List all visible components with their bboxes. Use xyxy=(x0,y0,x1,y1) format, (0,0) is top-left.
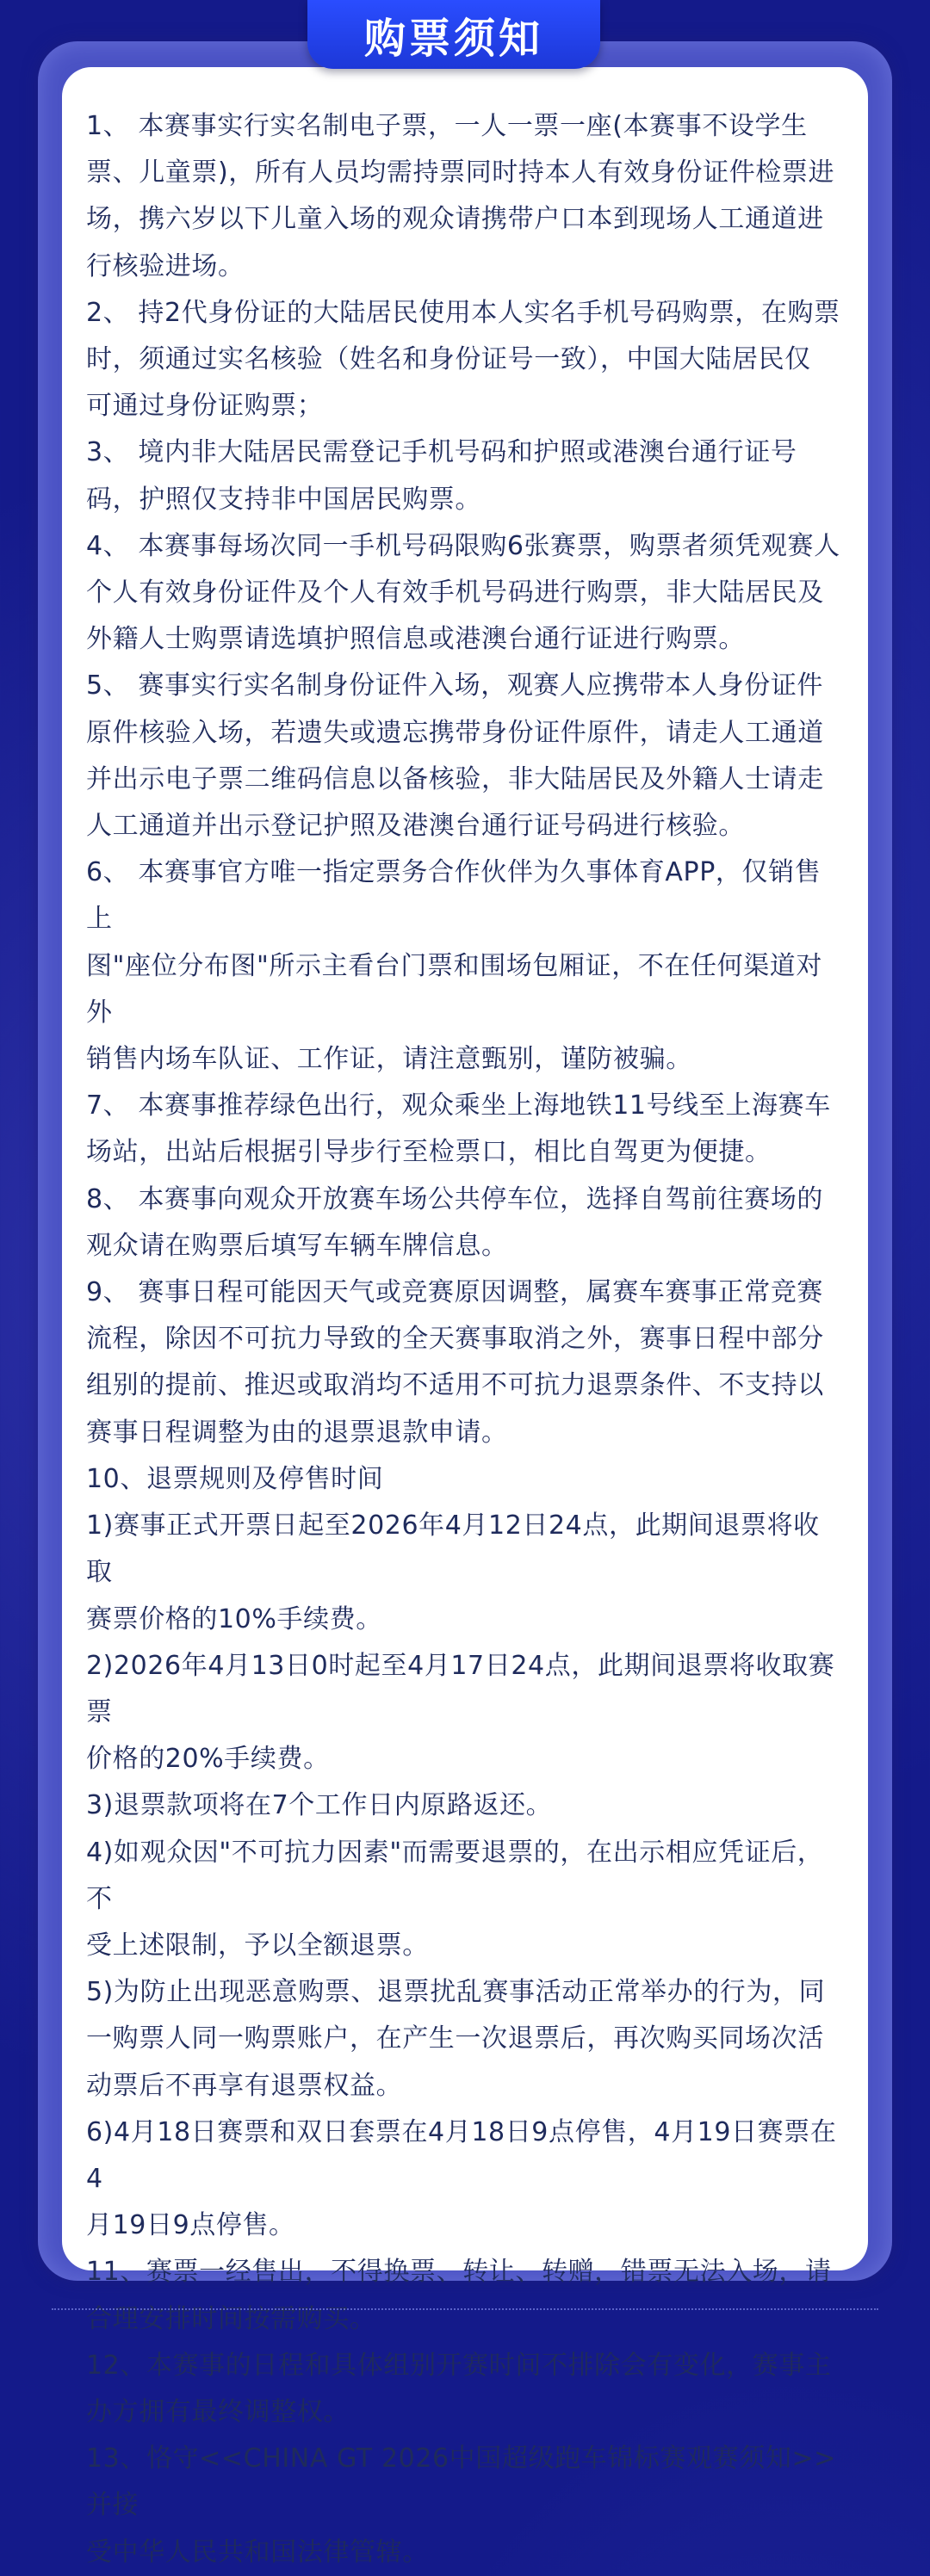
notice-line: 合理安排时间按需购买。 xyxy=(86,2303,376,2334)
notice-line: 人工通道并出示登记护照及港澳台通行证号码进行核验。 xyxy=(86,811,745,842)
notice-line: 9、 赛事日程可能因天气或竞赛原因调整，属赛车赛事正常竞赛 xyxy=(86,1277,824,1308)
notice-line: 流程，除因不可抗力导致的全天赛事取消之外，赛事日程中部分 xyxy=(86,1324,824,1355)
notice-line: 6、 本赛事官方唯一指定票务合作伙伴为久事体育APP，仅销售上 xyxy=(86,857,822,935)
bottom-divider xyxy=(52,2308,878,2310)
notice-line: 时，须通过实名核验（姓名和身份证号一致），中国大陆居民仅 xyxy=(86,344,811,375)
notice-line: 码，护照仅支持非中国居民购票。 xyxy=(86,484,481,515)
notice-line: 2)2026年4月13日0时起至4月17日24点，此期间退票将收取赛票 xyxy=(86,1650,835,1727)
notice-line: 可通过身份证购票； xyxy=(86,391,324,422)
notice-line: 场，携六岁以下儿童入场的观众请携带户口本到现场人工通道进 xyxy=(86,204,824,235)
notice-line: 一购票人同一购票账户，在产生一次退票后，再次购买同场次活 xyxy=(86,2023,824,2054)
page-title: 购票须知 xyxy=(363,14,543,63)
notice-line: 票、儿童票)，所有人员均需持票同时持本人有效身份证件检票进 xyxy=(86,158,835,188)
notice-line: 10、退票规则及停售时间 xyxy=(86,1463,384,1494)
notice-line: 12、本赛事的日程和具体组别开赛时间不排除会有变化，赛事主 xyxy=(86,2350,832,2381)
notice-line: 6)4月18日赛票和双日套票在4月18日9点停售，4月19日赛票在4 xyxy=(86,2116,837,2194)
notice-line: 1、 本赛事实行实名制电子票，一人一票一座(本赛事不设学生 xyxy=(86,111,808,141)
notice-line: 4、 本赛事每场次同一手机号码限购6张赛票，购票者须凭观赛人 xyxy=(86,530,840,561)
notice-line: 场站，出站后根据引导步行至检票口，相比自驾更为便捷。 xyxy=(86,1137,772,1168)
notice-line: 外籍人士购票请选填护照信息或港澳台通行证进行购票。 xyxy=(86,624,745,655)
notice-card xyxy=(62,67,868,2567)
notice-line: 3、 境内非大陆居民需登记手机号码和护照或港澳台通行证号 xyxy=(86,437,797,468)
notice-line: 原件核验入场，若遗失或遗忘携带身份证件原件，请走人工通道 xyxy=(86,717,824,748)
notice-line: 组别的提前、推迟或取消均不适用不可抗力退票条件、不支持以 xyxy=(86,1370,824,1401)
notice-line: 8、 本赛事向观众开放赛车场公共停车位，选择自驾前往赛场的 xyxy=(86,1183,824,1214)
notice-line: 2、 持2代身份证的大陆居民使用本人实名手机号码购票，在购票 xyxy=(86,297,840,328)
notice-line: 受上述限制，予以全额退票。 xyxy=(86,1930,429,1961)
notice-line: 销售内场车队证、工作证，请注意甄别，谨防被骗。 xyxy=(86,1044,692,1075)
notice-line: 月19日9点停售。 xyxy=(86,2210,295,2241)
notice-line: 办方拥有最终调整权。 xyxy=(86,2396,350,2427)
notice-line: 赛事日程调整为由的退票退款申请。 xyxy=(86,1417,508,1448)
notice-line: 1)赛事正式开票日起至2026年4月12日24点，此期间退票将收取 xyxy=(86,1510,820,1588)
notice-line: 13、恪守<<CHINA GT 2026中国超级跑车锦标赛观赛须知>>并接 xyxy=(86,2443,836,2521)
title-banner xyxy=(307,0,600,69)
notice-line: 行核验进场。 xyxy=(86,250,245,281)
notice-line: 动票后不再享有退票权益。 xyxy=(86,2070,403,2101)
notice-line: 赛票价格的10%手续费。 xyxy=(86,1603,382,1634)
notice-line: 3)退票款项将在7个工作日内原路返还。 xyxy=(86,1790,553,1821)
notice-line: 11、赛票一经售出，不得换票、转让、转赠，错票无法入场，请 xyxy=(86,2257,832,2288)
notice-list xyxy=(86,103,844,2576)
notice-line: 图"座位分布图"所示主看台门票和围场包厢证，不在任何渠道对外 xyxy=(86,950,822,1028)
notice-line: 5)为防止出现恶意购票、退票扰乱赛事活动正常举办的行为，同 xyxy=(86,1977,826,2008)
notice-line: 并出示电子票二维码信息以备核验，非大陆居民及外籍人士请走 xyxy=(86,763,824,794)
notice-line: 5、 赛事实行实名制身份证件入场，观赛人应携带本人身份证件 xyxy=(86,670,824,701)
notice-line: 受中华人民共和国法律管辖。 xyxy=(86,2536,429,2567)
notice-line: 观众请在购票后填写车辆车牌信息。 xyxy=(86,1230,508,1261)
notice-line: 4)如观众因"不可抗力因素"而需要退票的，在出示相应凭证后，不 xyxy=(86,1837,824,1914)
notice-line: 7、 本赛事推荐绿色出行，观众乘坐上海地铁11号线至上海赛车 xyxy=(86,1090,831,1121)
notice-line: 价格的20%手续费。 xyxy=(86,1744,330,1775)
notice-line: 个人有效身份证件及个人有效手机号码进行购票，非大陆居民及 xyxy=(86,578,824,608)
